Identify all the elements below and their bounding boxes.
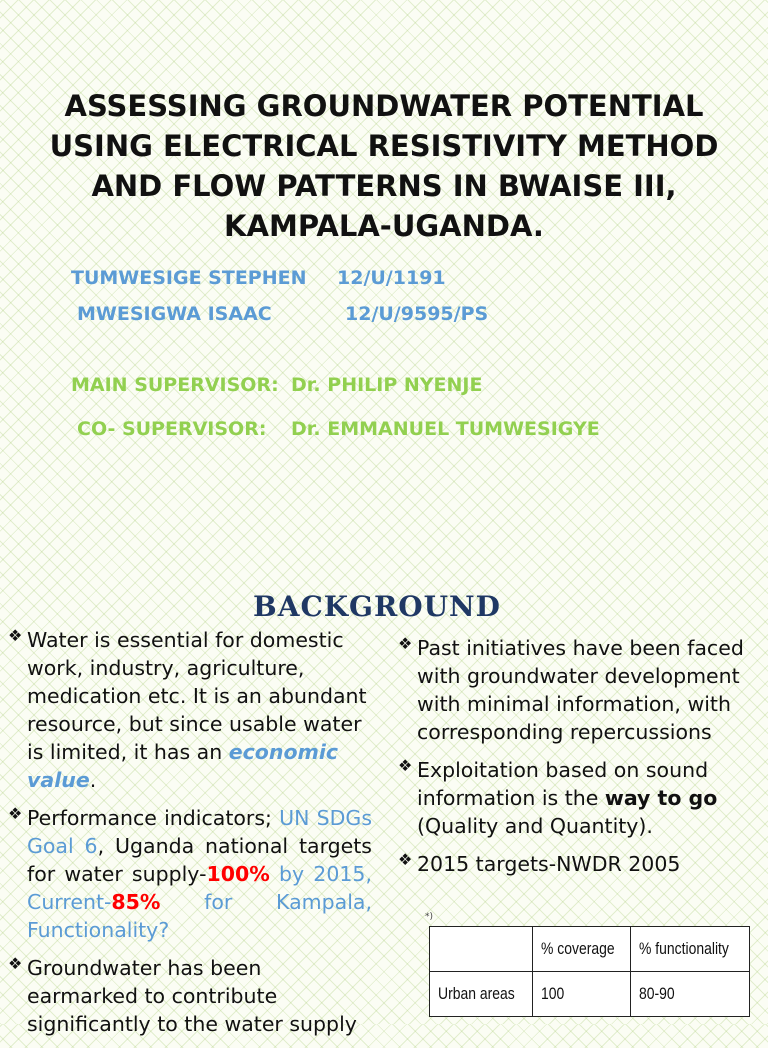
current-percent: 85% <box>111 890 161 914</box>
bullet-item <box>398 756 754 840</box>
bullet-diamond-icon: ❖ <box>398 756 413 775</box>
background-right-column <box>398 634 754 888</box>
bullet-text-blue: by 2015, Current- <box>27 862 372 914</box>
bullet-text-blue: for Kampala, Functionality? <box>27 890 372 942</box>
bullet-text: Groundwater has been earmarked to contribute significantly to the water supply <box>27 956 357 1036</box>
table-header-text: % functionality <box>639 939 730 958</box>
title-line: USING ELECTRICAL RESISTIVITY METHOD <box>49 129 719 163</box>
bullet-item <box>8 626 372 794</box>
slide-title <box>30 86 738 246</box>
bullet-item <box>398 634 754 746</box>
economic-value-highlight: economic value <box>27 740 339 792</box>
supervisor-name: Dr. PHILIP NYENJE <box>291 374 483 396</box>
way-to-go-emphasis: way to go <box>604 786 718 810</box>
table-cell <box>532 972 631 1017</box>
author-id: 12/U/1191 <box>337 267 446 289</box>
title-line: AND FLOW PATTERNS IN BWAISE III, <box>91 169 677 203</box>
supervisor-name: Dr. EMMANUEL TUMWESIGYE <box>291 418 600 440</box>
sdg-goal-text: UN SDGs Goal 6 <box>27 806 372 858</box>
table-header-text: % coverage <box>540 939 615 958</box>
table-header-row <box>430 927 750 972</box>
targets-table <box>429 926 750 1017</box>
bullet-text: Performance indicators; <box>27 806 280 830</box>
table-cell-text: 80-90 <box>639 984 676 1003</box>
table-header-cell <box>631 927 750 972</box>
target-percent: 100% <box>206 862 270 886</box>
bullet-text: . <box>89 768 97 792</box>
title-line: ASSESSING GROUNDWATER POTENTIAL <box>64 89 704 123</box>
bullet-item <box>398 850 754 878</box>
bullet-diamond-icon: ❖ <box>8 804 23 823</box>
bullet-diamond-icon: ❖ <box>398 850 413 869</box>
title-line: KAMPALA-UGANDA. <box>224 209 544 243</box>
table-header-cell <box>532 927 631 972</box>
background-left-column <box>8 626 372 1048</box>
table-cell-text: Urban areas <box>438 984 515 1003</box>
bullet-text: 2015 targets-NWDR 2005 <box>417 852 681 876</box>
bullet-item <box>8 804 372 944</box>
author-id: 12/U/9595/PS <box>345 303 489 325</box>
bullet-text: Past initiatives have been faced with groundwater development with minimal information, with corresponding repercussions <box>417 636 744 744</box>
table-cell-text: 100 <box>540 984 564 1003</box>
table-row <box>430 972 750 1017</box>
author-name: MWESIGWA ISAAC <box>77 303 272 325</box>
bullet-diamond-icon: ❖ <box>8 954 23 973</box>
bullet-text: Water is essential for domestic work, industry, agriculture, medication etc. It is an abundant resource, but since usable water is limited, it has an <box>27 628 367 764</box>
author-name: TUMWESIGE STEPHEN <box>71 267 307 289</box>
table-cell <box>430 972 533 1017</box>
section-heading: BACKGROUND <box>253 590 501 623</box>
bullet-text: Exploitation based on sound information is the <box>417 758 709 810</box>
table-cell <box>631 972 750 1017</box>
table-header-cell <box>430 927 533 972</box>
table-footnote-mark: *) <box>425 912 434 922</box>
bullet-diamond-icon: ❖ <box>398 634 413 653</box>
bullet-text: (Quality and Quantity). <box>417 814 653 838</box>
bullet-diamond-icon: ❖ <box>8 626 23 645</box>
supervisor-role: CO- SUPERVISOR: <box>77 418 267 440</box>
bullet-item <box>8 954 372 1038</box>
bullet-text: , Uganda national targets for water supply- <box>27 834 372 886</box>
supervisor-role: MAIN SUPERVISOR: <box>71 374 279 396</box>
